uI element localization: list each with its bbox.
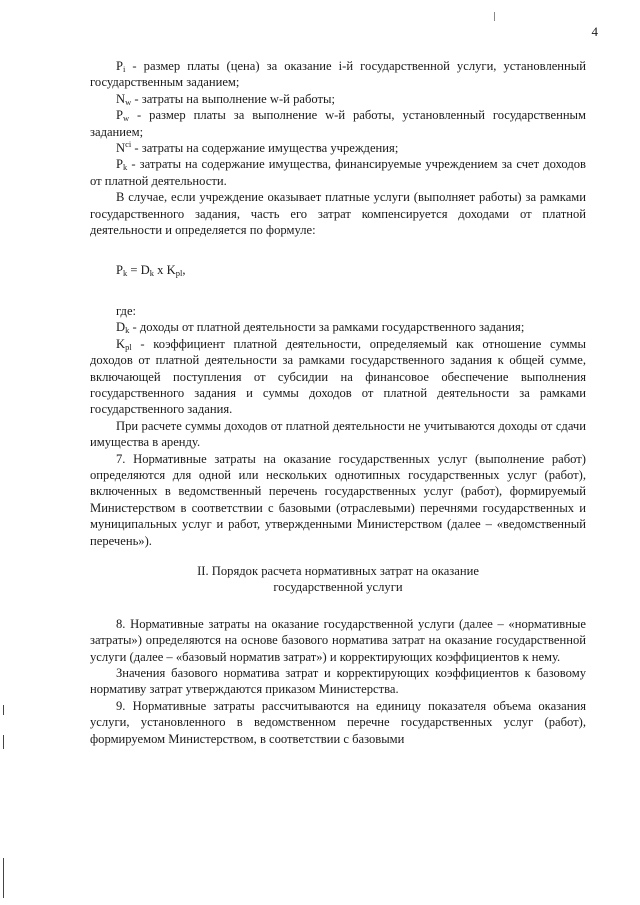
scan-mark — [494, 12, 495, 21]
section-heading-line-2: государственной услуги — [273, 580, 403, 595]
definition-p-i: $P_i$ - размер платы (цена) за оказание i-й государственной услуги, установленный государственным заданием; — [90, 59, 586, 90]
scan-margin-mark — [3, 858, 4, 898]
definition-n-w: $N_w$ - затраты на выполнение w-й работы; — [116, 91, 335, 107]
scan-margin-mark — [3, 705, 4, 715]
definition-k-pl: $K_{pl}$ - коэффициент платной деятельности, определяемый как отношение суммы доходов от платной деятельности за рамками государственного задания к общей сумме, включающей поступления от субсидии на финансовое обеспечение выполнения государственного задания и суммы доходов от платной деятельности за рамками государственного задания. — [90, 336, 586, 417]
page-number: 4 — [591, 24, 598, 39]
definition-p-w: $P_w$ - размер платы за выполнение w-й работы, установленный государственным заданием; — [90, 108, 586, 139]
document-body — [90, 58, 586, 747]
section-heading — [90, 563, 586, 596]
paragraph-paid-services: В случае, если учреждение оказывает платные услуги (выполняет работы) за рамками государственного задания, часть его затрат компенсируется доходами от платной деятельности и определяется по формуле: — [90, 190, 586, 238]
definition-n-ci: $N^{ci}$ - затраты на содержание имущества учреждения; — [116, 139, 399, 156]
where-label: где: — [116, 303, 137, 318]
definition-p-k: $P_k$ - затраты на содержание имущества, финансируемые учреждением за счет доходов от платной деятельности. — [90, 157, 586, 188]
paragraph-rent: При расчете суммы доходов от платной деятельности не учитываются доходы от сдачи имущества в аренду. — [90, 418, 586, 450]
paragraph-values: Значения базового норматива затрат и корректирующих коэффициентов к базовому нормативу затрат утверждаются приказом Министерства. — [90, 666, 586, 697]
paragraph-9: 9. Нормативные затраты рассчитываются на единицу показателя объема оказания услуги, установленного в ведомственном перечне государственных услуг (работ), формируемом Министерством, в соответствии с базовыми — [90, 698, 586, 746]
section-heading-line-1: II. Порядок расчета нормативных затрат на оказание — [197, 563, 479, 578]
definition-d-k: $D_k$ - доходы от платной деятельности за рамками государственного задания; — [116, 320, 525, 336]
paragraph-8: 8. Нормативные затраты на оказание государственной услуги (далее – «нормативные затраты») определяются на основе базового норматива затрат на оказание государственной услуги (далее – «базовый норматив затрат») и корректирующих коэффициентов к нему. — [90, 616, 586, 664]
formula-pk: $P_k = D_k$ x $K_{pl}$, — [116, 263, 186, 279]
scan-margin-mark — [3, 735, 4, 749]
paragraph-7: 7. Нормативные затраты на оказание государственных услуг (выполнение работ) определяются для одной или нескольких однотипных государственных услуг (работ), включенных в ведомственный перечень государственных услуг (работ), формируемый Министерством в соответствии с базовыми (отраслевыми) перечнями государственных и муниципальных услуг и работ, утвержденными Министерством (далее – «ведомственный перечень»). — [90, 451, 586, 548]
